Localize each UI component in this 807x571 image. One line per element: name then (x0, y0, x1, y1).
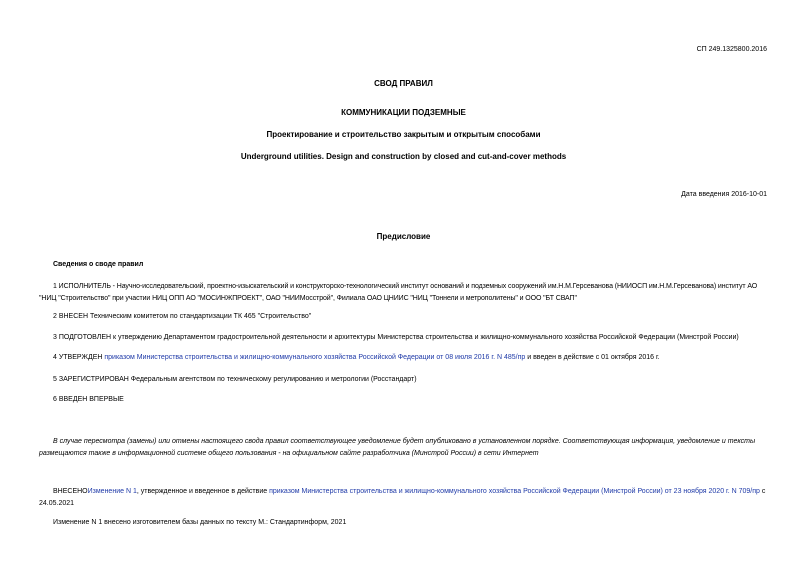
amendment-prefix: ВНЕСЕНО (53, 488, 88, 495)
document-subtitle: КОММУНИКАЦИИ ПОДЗЕМНЫЕ (341, 108, 466, 117)
document-title: СВОД ПРАВИЛ (374, 79, 433, 88)
item-5: 5 ЗАРЕГИСТРИРОВАН Федеральным агентством по техническому регулированию и метрологии (Росстандарт) (53, 376, 417, 383)
database-note: Изменение N 1 внесено изготовителем базы данных по тексту М.: Стандартинформ, 2021 (53, 519, 347, 526)
info-heading: Сведения о своде правил (53, 261, 144, 268)
item-6: 6 ВВЕДЕН ВПЕРВЫЕ (53, 396, 124, 403)
item-4 (53, 354, 660, 361)
amendment-1-link[interactable]: Изменение N 1 (87, 488, 137, 495)
order-2020-link[interactable]: приказом Министерства строительства и жилищно-коммунального хозяйства Российской Федерации (Минстрой России) от 23 ноября 2020 г. N 709/пр (269, 488, 760, 495)
revision-notice: В случае пересмотра (замены) или отмены настоящего свода правил соответствующее уведомление будет опубликовано в установленном порядке. Соответствующая информация, уведомление и тексты размещаются также в информационной системе общего пользования - на официальном сайте разработчика (Минстрой России) в сети Интернет (39, 438, 756, 457)
document-subtitle-en: Underground utilities. Design and construction by closed and cut-and-cover methods (240, 152, 567, 161)
item-4-prefix: 4 УТВЕРЖДЕН (53, 354, 103, 361)
introduction-date: Дата введения 2016-10-01 (681, 191, 767, 198)
order-2016-link[interactable]: приказом Министерства строительства и жилищно-коммунального хозяйства Российской Федерации от 08 июля 2016 г. N 485/пр (104, 354, 526, 361)
document-code: СП 249.1325800.2016 (696, 46, 767, 53)
amendment-suffix: с 24.05.2021 (39, 488, 766, 507)
amendment-middle: , утвержденное и введенное в действие (136, 488, 268, 495)
item-3: 3 ПОДГОТОВЛЕН к утверждению Департаментом градостроительной деятельности и архитектуры Министерства строительства и жилищно-коммунального хозяйства Российской Федерации (Минстрой России) (53, 334, 739, 341)
item-2: 2 ВНЕСЕН Техническим комитетом по стандартизации ТК 465 "Строительство" (53, 313, 312, 320)
item-4-suffix: и введен в действие с 01 октября 2016 г. (527, 354, 660, 361)
item-1: 1 ИСПОЛНИТЕЛЬ - Научно-исследовательский, проектно-изыскательский и конструкторско-технологический институт оснований и подземных сооружений им.Н.М.Герсеванова (НИИОСП им.Н.М.Герсеванова) институт АО "НИЦ "Строительство" при участии НИЦ ОПП АО "МОСИНЖПРОЕКТ", ОАО "НИИМосстрой", Филиала ОАО ЦНИИС "НИЦ "Тоннели и метрополитены" и ООО "БТ СВАП" (39, 283, 758, 302)
amendment-note (39, 486, 769, 510)
preface-heading: Предисловие (376, 232, 431, 241)
document-subtitle-ru: Проектирование и строительство закрытым и открытым способами (266, 130, 541, 139)
